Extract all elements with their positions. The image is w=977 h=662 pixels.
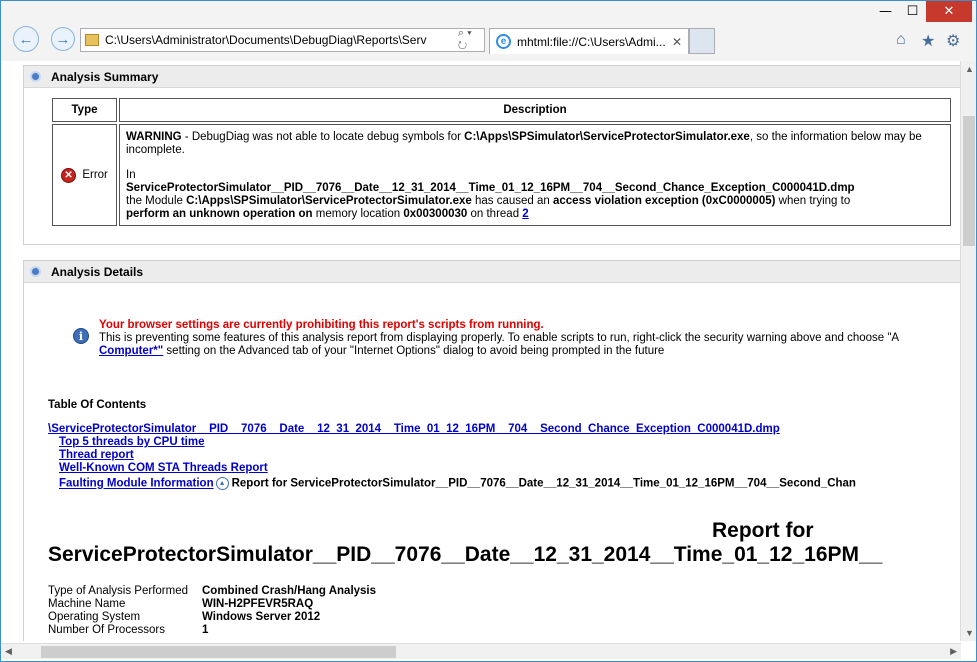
- trust-computer-link[interactable]: Computer*": [99, 345, 164, 357]
- info-label: Operating System: [48, 611, 141, 623]
- forward-arrow-icon: →: [55, 30, 71, 48]
- analysis-details-header[interactable]: [24, 261, 961, 283]
- back-button[interactable]: [13, 26, 39, 52]
- info-icon: i: [73, 328, 89, 344]
- table-row: [52, 124, 951, 226]
- new-tab-button[interactable]: [689, 28, 715, 54]
- toc-item[interactable]: Thread report: [59, 449, 134, 461]
- tab-close-icon[interactable]: ✕: [671, 34, 682, 49]
- info-value: Combined Crash/Hang Analysis: [202, 585, 377, 597]
- warning-label: WARNING: [126, 131, 182, 143]
- description-column-header: Description: [119, 98, 951, 122]
- address-bar[interactable]: [80, 28, 485, 52]
- close-button[interactable]: ✕: [926, 1, 972, 22]
- horizontal-scroll-thumb[interactable]: [41, 646, 396, 658]
- info-label: Number Of Processors: [48, 624, 165, 636]
- horizontal-scrollbar[interactable]: [1, 643, 961, 659]
- scripts-warning: Your browser settings are currently prohibiting this report's scripts from running.: [99, 319, 544, 331]
- info-value: 1: [202, 624, 209, 636]
- scroll-down-icon[interactable]: ▼: [965, 628, 974, 638]
- module-text-5: on thread: [467, 208, 523, 220]
- favorites-icon[interactable]: ★: [921, 33, 936, 50]
- info-row: [48, 624, 208, 637]
- toc-main-link[interactable]: \ServiceProtectorSimulator__PID__7076__Date__12_31_2014__Time_01_12_16PM__704__Second_Chance_Exception_C000041D.dmp: [48, 423, 780, 435]
- in-label: In: [126, 169, 136, 181]
- back-to-top-icon[interactable]: ▲: [216, 477, 229, 490]
- forward-button[interactable]: [51, 27, 75, 51]
- type-value: Error: [82, 169, 108, 182]
- info-row: [48, 598, 313, 611]
- table-of-contents: [48, 423, 856, 491]
- info-row: [48, 611, 320, 624]
- tab-title: mhtml:file://C:\Users\Admi...: [517, 34, 666, 49]
- settings-icon[interactable]: ⚙: [946, 33, 961, 50]
- browser-chrome: [1, 1, 976, 61]
- operation-text: perform an unknown operation on: [126, 208, 313, 220]
- module-text-2: has caused an: [471, 195, 553, 207]
- warning-text: - DebugDiag was not able to locate debug symbols for: [181, 131, 465, 143]
- type-column-header: Type: [52, 98, 117, 122]
- maximize-button[interactable]: ☐: [906, 4, 919, 19]
- address-text[interactable]: C:\Users\Administrator\Documents\DebugDiag\Reports\Serv: [105, 33, 427, 47]
- scripts-notice: [99, 319, 961, 358]
- module-text-3: when trying to: [775, 195, 851, 207]
- module-path: C:\Apps\SPSimulator\ServiceProtectorSimulator.exe: [186, 195, 472, 207]
- ie-logo-icon: e: [496, 34, 511, 49]
- info-value: WIN-H2PFEVR5RAQ: [202, 598, 314, 610]
- report-for-inline: Report for ServiceProtectorSimulator__PID__7076__Date__12_31_2014__Time_01_12_16PM__704__Second_Chan: [231, 477, 856, 490]
- scroll-right-icon[interactable]: ▶: [950, 646, 957, 656]
- window-controls: [872, 1, 972, 22]
- analysis-details-title: Analysis Details: [51, 264, 144, 279]
- memory-location: 0x00300030: [403, 208, 468, 220]
- error-icon: ✕: [61, 168, 76, 183]
- scripts-text-2: setting on the Advanced tab of your "Internet Options" dialog to avoid being prompted in the future: [163, 345, 665, 357]
- info-row: [48, 585, 376, 598]
- folder-icon: [85, 34, 99, 46]
- module-text-4: memory location: [312, 208, 404, 220]
- info-label: Machine Name: [48, 598, 126, 610]
- analysis-summary-title: Analysis Summary: [51, 69, 159, 84]
- vertical-scroll-thumb[interactable]: [963, 116, 975, 246]
- scripts-text: This is preventing some features of this analysis report from displaying properly. To enable scripts to run, right-click the security warning above and choose "A: [99, 332, 900, 344]
- type-cell: [52, 124, 117, 226]
- dump-name: ServiceProtectorSimulator__PID__7076__Date__12_31_2014__Time_01_12_16PM__704__Second_Chance_Exception_C000041D.dmp: [126, 182, 855, 194]
- toc-item[interactable]: Faulting Module Information: [59, 477, 214, 490]
- summary-table: [50, 96, 953, 228]
- toc-item[interactable]: Well-Known COM STA Threads Report: [59, 462, 268, 474]
- toc-item[interactable]: Top 5 threads by CPU time: [59, 436, 205, 448]
- analysis-summary-header[interactable]: [24, 66, 961, 88]
- browser-tab[interactable]: [489, 28, 689, 54]
- section-toggle-icon: [30, 71, 41, 82]
- scroll-up-icon[interactable]: ▲: [965, 64, 974, 74]
- report-heading-line-1: Report for: [712, 519, 814, 542]
- info-value: Windows Server 2012: [202, 611, 321, 623]
- info-label: Type of Analysis Performed: [48, 585, 188, 597]
- home-icon[interactable]: ⌂: [896, 31, 906, 48]
- section-toggle-icon: [30, 266, 41, 277]
- address-controls[interactable]: ⌕ ▾ ↻: [457, 27, 472, 52]
- back-arrow-icon: ←: [18, 30, 34, 48]
- warning-text-end: , so the information below may be incomplete.: [126, 131, 922, 156]
- toc-title: Table Of Contents: [48, 399, 147, 411]
- report-heading-line-2: ServiceProtectorSimulator__PID__7076__Date__12_31_2014__Time_01_12_16PM__: [48, 543, 883, 566]
- report-content: [1, 61, 961, 641]
- scroll-left-icon[interactable]: ◀: [5, 646, 12, 656]
- minimize-button[interactable]: —: [879, 4, 892, 19]
- module-text: the Module: [126, 195, 187, 207]
- symbol-path: C:\Apps\SPSimulator\ServiceProtectorSimulator.exe: [464, 131, 750, 143]
- exception-text: access violation exception (0xC0000005): [553, 195, 776, 207]
- vertical-scrollbar[interactable]: [960, 61, 976, 641]
- thread-link[interactable]: 2: [522, 208, 529, 220]
- analysis-summary-panel: [23, 65, 961, 245]
- description-cell: [119, 124, 951, 226]
